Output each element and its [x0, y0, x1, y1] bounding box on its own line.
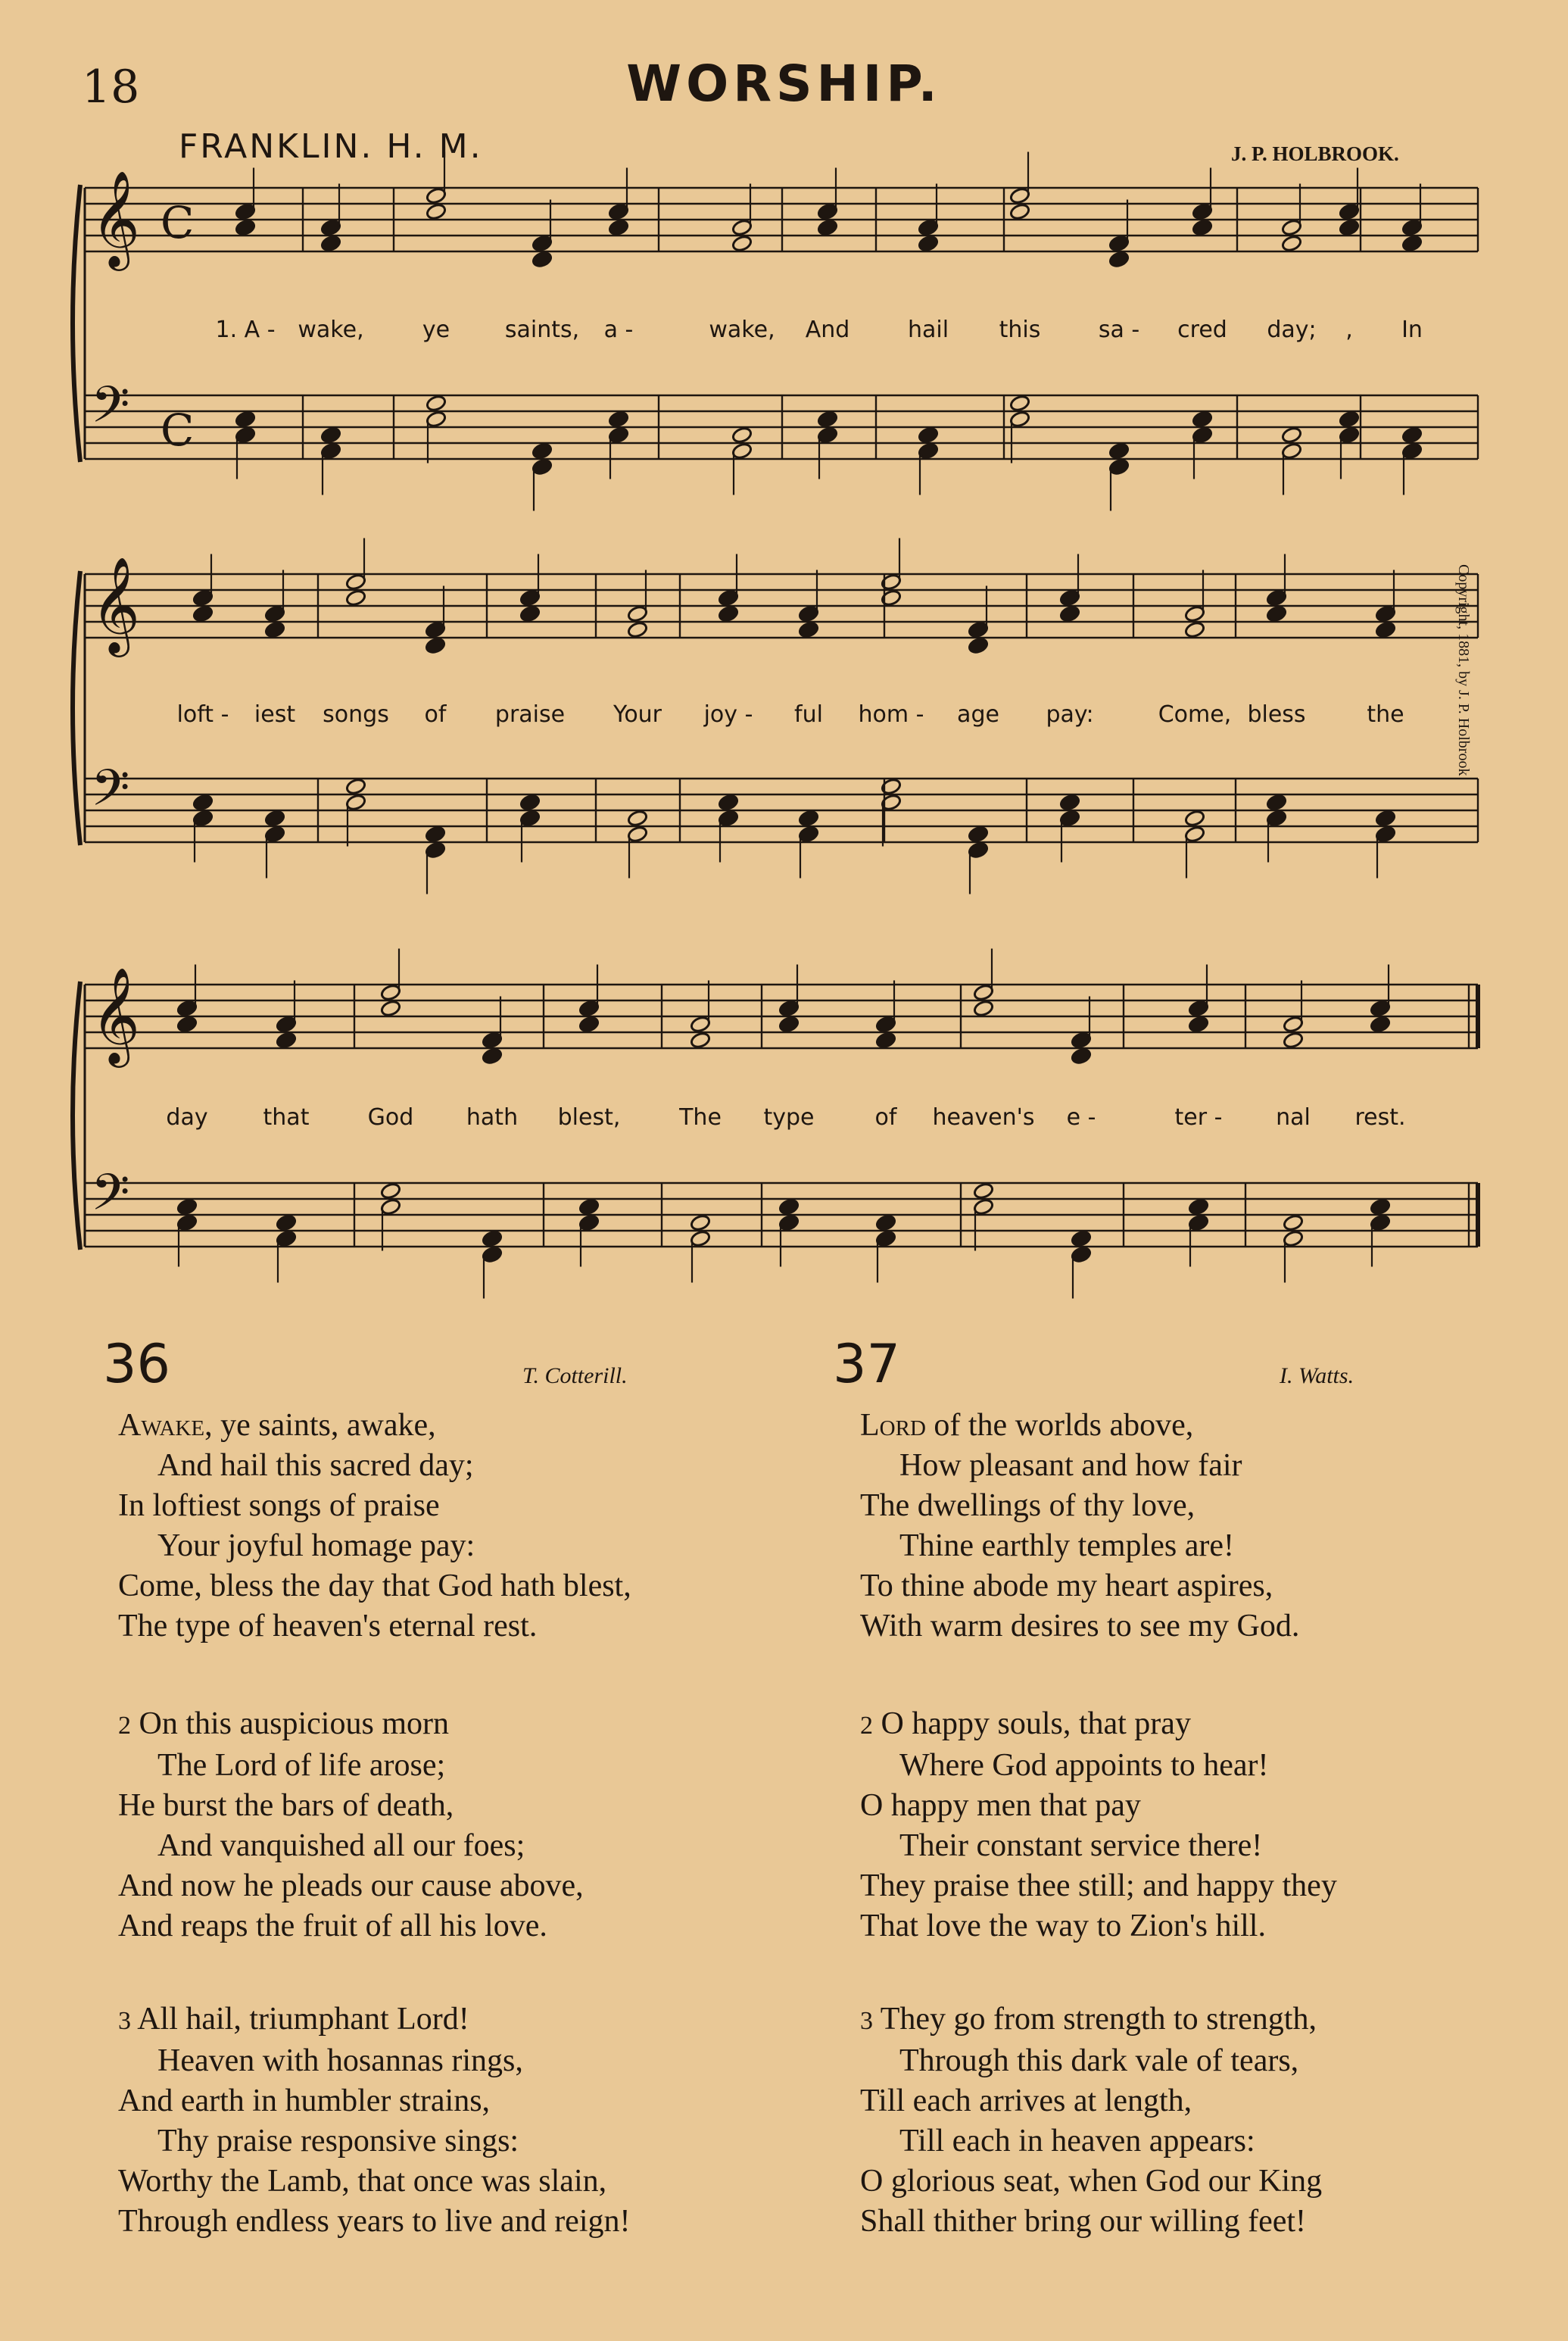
lyric-syllable: type [763, 1104, 815, 1131]
verse-line: To thine abode my heart aspires, [860, 1568, 1273, 1603]
note-head [426, 395, 447, 413]
note-head [817, 203, 838, 221]
note-head [578, 1016, 600, 1034]
note-head [482, 1246, 503, 1264]
note-head [345, 778, 366, 796]
lyric-syllable: nal [1276, 1104, 1311, 1131]
lyric-syllable: cred [1177, 317, 1227, 343]
lyric-syllable: blest, [557, 1104, 621, 1131]
note-head [798, 621, 819, 639]
note-head [1188, 1214, 1209, 1232]
treble-clef-icon: 𝄞 [91, 556, 141, 653]
note-head [1339, 203, 1360, 221]
note-head [176, 1198, 198, 1216]
note-head [426, 187, 447, 205]
note-head [380, 1000, 401, 1018]
hymn-36-verse-2 [118, 1704, 584, 1946]
lyric-syllable: joy - [703, 701, 753, 728]
treble-staff [85, 949, 1478, 1069]
note-head [1108, 251, 1130, 269]
note-head [192, 589, 214, 607]
note-head [320, 426, 341, 445]
note-head [778, 1016, 800, 1034]
note-head [531, 235, 553, 253]
note-head [1188, 1000, 1209, 1018]
note-head [1266, 794, 1287, 812]
lyric-row [0, 1104, 1568, 1135]
lyric-syllable: Come, [1158, 701, 1232, 728]
note-head [731, 219, 753, 237]
verse-line: O happy men that pay [860, 1788, 1141, 1823]
note-head [690, 1214, 711, 1232]
page-number: 18 [82, 61, 140, 114]
bass-staff [85, 759, 1478, 894]
note-head [1071, 1032, 1092, 1050]
copyright-notice: Copyright, 1881, by J. P. Holbrook [1455, 564, 1472, 776]
note-head [817, 426, 838, 445]
note-head [1188, 1198, 1209, 1216]
verse-line: They praise thee still; and happy they [860, 1868, 1337, 1903]
note-head [1009, 410, 1030, 429]
note-head [627, 826, 648, 844]
note-head [276, 1230, 297, 1248]
lyric-syllable: bless [1247, 701, 1306, 728]
verse-line: And now he pleads our cause above, [118, 1868, 584, 1903]
note-head [690, 1016, 711, 1034]
verse-line: Worthy the Lamb, that once was slain, [118, 2164, 607, 2199]
verse-line: Shall thither bring our willing feet! [860, 2204, 1307, 2239]
note-head [1059, 605, 1080, 623]
verse-line: And vanquished all our foes; [157, 1828, 525, 1863]
lyric-syllable: rest. [1354, 1104, 1406, 1131]
verse-line: The dwellings of thy love, [860, 1488, 1195, 1523]
bass-staff [85, 376, 1478, 511]
note-head [608, 203, 629, 221]
lyric-syllable: songs [323, 701, 389, 728]
note-head [1192, 426, 1213, 445]
lyric-syllable: this [999, 317, 1041, 343]
note-head [1401, 442, 1423, 460]
note-head [1339, 426, 1360, 445]
verse-line: He burst the bars of death, [118, 1788, 454, 1823]
note-head [519, 810, 541, 828]
verse-line: Thy praise responsive sings: [157, 2124, 519, 2158]
note-head [1184, 621, 1205, 639]
note-head [918, 219, 939, 237]
note-head [345, 589, 366, 607]
note-head [192, 810, 214, 828]
note-head [176, 1214, 198, 1232]
note-head [968, 637, 989, 655]
note-head [1192, 219, 1213, 237]
note-head [426, 203, 447, 221]
note-head [1192, 203, 1213, 221]
verse-line: 3 All hail, triumphant Lord! [118, 2002, 469, 2037]
note-head [1184, 605, 1205, 623]
note-head [875, 1016, 896, 1034]
note-head [1266, 810, 1287, 828]
note-head [1071, 1246, 1092, 1264]
note-head [320, 442, 341, 460]
note-head [1370, 1000, 1391, 1018]
note-head [1059, 810, 1080, 828]
note-head [264, 826, 285, 844]
note-head [973, 984, 994, 1002]
lyric-syllable: Your [613, 701, 662, 728]
hymn-36-verse-1 [118, 1406, 631, 1647]
hymn-author-36: T. Cotterill. [522, 1363, 628, 1388]
lyric-syllable: ful [794, 701, 823, 728]
verse-line: How pleasant and how fair [899, 1448, 1242, 1483]
note-head [482, 1230, 503, 1248]
bass-staff [85, 1163, 1478, 1299]
note-head [1401, 426, 1423, 445]
lyric-syllable: In [1401, 317, 1423, 343]
note-head [1266, 605, 1287, 623]
note-head [425, 826, 446, 844]
note-head [1192, 410, 1213, 429]
lyric-syllable: saints, [504, 317, 580, 343]
lyric-syllable: day [166, 1104, 208, 1131]
note-head [690, 1032, 711, 1050]
lyric-syllable: ye [422, 317, 450, 343]
verse-number: 3 [860, 2007, 873, 2035]
verse-line: And hail this sacred day; [157, 1448, 474, 1483]
verse-line: And reaps the fruit of all his love. [118, 1909, 547, 1943]
note-head [1375, 605, 1396, 623]
note-head [380, 1182, 401, 1200]
verse-line: Heaven with hosannas rings, [157, 2043, 523, 2078]
note-head [718, 794, 739, 812]
lyric-syllable: that [263, 1104, 310, 1131]
note-head [731, 442, 753, 460]
note-head [519, 589, 541, 607]
common-time-icon: C [161, 197, 195, 248]
note-head [192, 794, 214, 812]
lyric-row [0, 317, 1568, 347]
verse-line: Through endless years to live and reign! [118, 2204, 631, 2239]
verse-line: 2 O happy souls, that pray [860, 1706, 1191, 1741]
note-head [778, 1000, 800, 1018]
note-head [627, 621, 648, 639]
note-head [1283, 1214, 1304, 1232]
note-head [1281, 442, 1302, 460]
verse-line: Come, bless the day that God hath blest, [118, 1568, 631, 1603]
lyric-syllable: iest [254, 701, 296, 728]
note-head [1370, 1016, 1391, 1034]
lyric-syllable: sa - [1098, 317, 1140, 343]
note-head [1375, 826, 1396, 844]
note-head [1108, 235, 1130, 253]
verse-line: 3 They go from strength to strength, [860, 2002, 1317, 2037]
note-head [425, 621, 446, 639]
note-head [1188, 1016, 1209, 1034]
lyric-syllable: pay: [1046, 701, 1094, 728]
lyric-syllable: age [957, 701, 999, 728]
section-title: WORSHIP. [626, 55, 942, 113]
bass-clef-icon: 𝄢 [91, 1163, 130, 1234]
treble-staff [85, 538, 1478, 658]
note-head [968, 621, 989, 639]
note-head [320, 235, 341, 253]
note-head [578, 1198, 600, 1216]
note-head [425, 841, 446, 860]
verse-line: Your joyful homage pay: [157, 1528, 475, 1563]
note-head [380, 984, 401, 1002]
note-head [1059, 794, 1080, 812]
hymn-36-verse-3 [118, 1999, 630, 2242]
lyric-syllable: praise [494, 701, 566, 728]
note-head [426, 410, 447, 429]
treble-clef-icon: 𝄞 [91, 966, 141, 1063]
note-head [482, 1032, 503, 1050]
verse-line: That love the way to Zion's hill. [860, 1909, 1266, 1943]
lyric-syllable: loft - [176, 701, 229, 728]
note-head [627, 810, 648, 828]
note-head [875, 1214, 896, 1232]
note-head [1370, 1198, 1391, 1216]
common-time-icon: C [161, 404, 195, 456]
note-head [608, 410, 629, 429]
note-head [264, 621, 285, 639]
note-head [276, 1016, 297, 1034]
verse-line: Thine earthly temples are! [899, 1528, 1234, 1563]
note-head [798, 605, 819, 623]
note-head [1071, 1047, 1092, 1066]
note-head [778, 1214, 800, 1232]
note-head [1266, 589, 1287, 607]
note-head [1009, 187, 1030, 205]
note-head [875, 1032, 896, 1050]
verse-number: 3 [118, 2007, 131, 2035]
note-head [519, 605, 541, 623]
verse-line: Their constant service there! [899, 1828, 1263, 1863]
note-head [235, 426, 256, 445]
note-head [264, 810, 285, 828]
verse-line: Where God appoints to hear! [899, 1748, 1269, 1783]
note-head [973, 1182, 994, 1200]
first-word: Awake, [118, 1408, 213, 1443]
verse-line: Awake, ye saints, awake, [118, 1408, 436, 1443]
verse-line: The Lord of life arose; [157, 1748, 446, 1783]
lyric-syllable: day; [1267, 317, 1317, 343]
note-head [345, 573, 366, 591]
lyric-syllable: ter - [1174, 1104, 1223, 1131]
note-head [627, 605, 648, 623]
note-head [1281, 426, 1302, 445]
note-head [1401, 235, 1423, 253]
composer: J. P. HOLBROOK. [1231, 142, 1399, 165]
note-head [1059, 589, 1080, 607]
note-head [718, 810, 739, 828]
note-head [817, 410, 838, 429]
note-head [778, 1198, 800, 1216]
note-head [1283, 1016, 1304, 1034]
bass-clef-icon: 𝄢 [91, 759, 130, 829]
note-head [531, 251, 553, 269]
note-head [968, 826, 989, 844]
note-head [380, 1198, 401, 1216]
note-head [578, 1214, 600, 1232]
hymn-number-37: 37 [833, 1333, 901, 1395]
note-head [519, 794, 541, 812]
hymn-number-36: 36 [103, 1333, 171, 1395]
note-head [1184, 826, 1205, 844]
verse-line: 2 On this auspicious morn [118, 1706, 449, 1741]
note-head [718, 589, 739, 607]
note-head [235, 219, 256, 237]
note-head [718, 605, 739, 623]
note-head [1401, 219, 1423, 237]
hymn-37-verse-2 [860, 1704, 1337, 1946]
note-head [918, 442, 939, 460]
note-head [918, 426, 939, 445]
note-head [731, 235, 753, 253]
note-head [1184, 810, 1205, 828]
lyric-syllable: hom - [858, 701, 924, 728]
lyric-syllable: The [679, 1104, 722, 1131]
note-head [918, 235, 939, 253]
note-head [425, 637, 446, 655]
verse-line: Lord of the worlds above, [860, 1408, 1194, 1443]
note-head [1108, 442, 1130, 460]
lyric-syllable: wake, [709, 317, 775, 343]
verse-line: Till each arrives at length, [860, 2083, 1192, 2118]
verse-number: 2 [118, 1712, 131, 1740]
note-head [235, 203, 256, 221]
note-head [973, 1198, 994, 1216]
first-word: Lord [860, 1408, 926, 1443]
note-head [345, 794, 366, 812]
note-head [482, 1047, 503, 1066]
lyric-syllable: heaven's [932, 1104, 1035, 1131]
treble-staff [85, 152, 1478, 272]
lyric-syllable: God [367, 1104, 414, 1131]
lyric-syllable: 1. A - [215, 317, 276, 343]
note-head [1009, 203, 1030, 221]
note-head [1370, 1214, 1391, 1232]
note-head [264, 605, 285, 623]
lyric-syllable: , [1345, 317, 1353, 343]
note-head [1108, 458, 1130, 476]
lyric-syllable: of [874, 1104, 897, 1131]
note-head [1009, 395, 1030, 413]
verse-line: In loftiest songs of praise [118, 1488, 440, 1523]
lyric-row [0, 701, 1568, 732]
lyric-syllable: hath [466, 1104, 519, 1131]
verse-line: The type of heaven's eternal rest. [118, 1609, 538, 1643]
verse-number: 2 [860, 1712, 873, 1740]
note-head [798, 810, 819, 828]
note-head [1339, 410, 1360, 429]
verse-line: With warm desires to see my God. [860, 1609, 1300, 1643]
note-head [578, 1000, 600, 1018]
lyric-syllable: e - [1066, 1104, 1096, 1131]
note-head [1281, 219, 1302, 237]
note-head [1281, 235, 1302, 253]
verse-line: And earth in humbler strains, [118, 2083, 491, 2118]
note-head [1283, 1032, 1304, 1050]
note-head [176, 1000, 198, 1018]
bass-clef-icon: 𝄢 [91, 376, 130, 446]
note-head [968, 841, 989, 860]
treble-clef-icon: 𝄞 [91, 170, 141, 267]
note-head [531, 458, 553, 476]
lyric-syllable: And [805, 317, 850, 343]
verse-line: Through this dark vale of tears, [899, 2043, 1299, 2078]
note-head [276, 1032, 297, 1050]
note-head [875, 1230, 896, 1248]
lyric-syllable: the [1367, 701, 1404, 728]
tune-name: FRANKLIN. H. M. [179, 127, 483, 166]
note-head [1375, 810, 1396, 828]
lyric-syllable: hail [907, 317, 949, 343]
note-head [192, 605, 214, 623]
note-head [176, 1016, 198, 1034]
verse-line: Till each in heaven appears: [899, 2124, 1255, 2158]
note-head [1283, 1230, 1304, 1248]
lyric-syllable: of [424, 701, 447, 728]
note-head [235, 410, 256, 429]
hymn-author-37: I. Watts. [1280, 1363, 1354, 1388]
note-head [817, 219, 838, 237]
note-head [608, 426, 629, 445]
note-head [1375, 621, 1396, 639]
note-head [731, 426, 753, 445]
lyric-syllable: wake, [298, 317, 364, 343]
note-head [276, 1214, 297, 1232]
verse-line: O glorious seat, when God our King [860, 2164, 1323, 2199]
lyric-syllable: a - [603, 317, 634, 343]
note-head [973, 1000, 994, 1018]
note-head [531, 442, 553, 460]
note-head [320, 219, 341, 237]
hymn-37-verse-3 [860, 1999, 1322, 2242]
note-head [1071, 1230, 1092, 1248]
note-head [608, 219, 629, 237]
hymn-37-verse-1 [860, 1406, 1299, 1647]
note-head [1339, 219, 1360, 237]
note-head [798, 826, 819, 844]
note-head [690, 1230, 711, 1248]
